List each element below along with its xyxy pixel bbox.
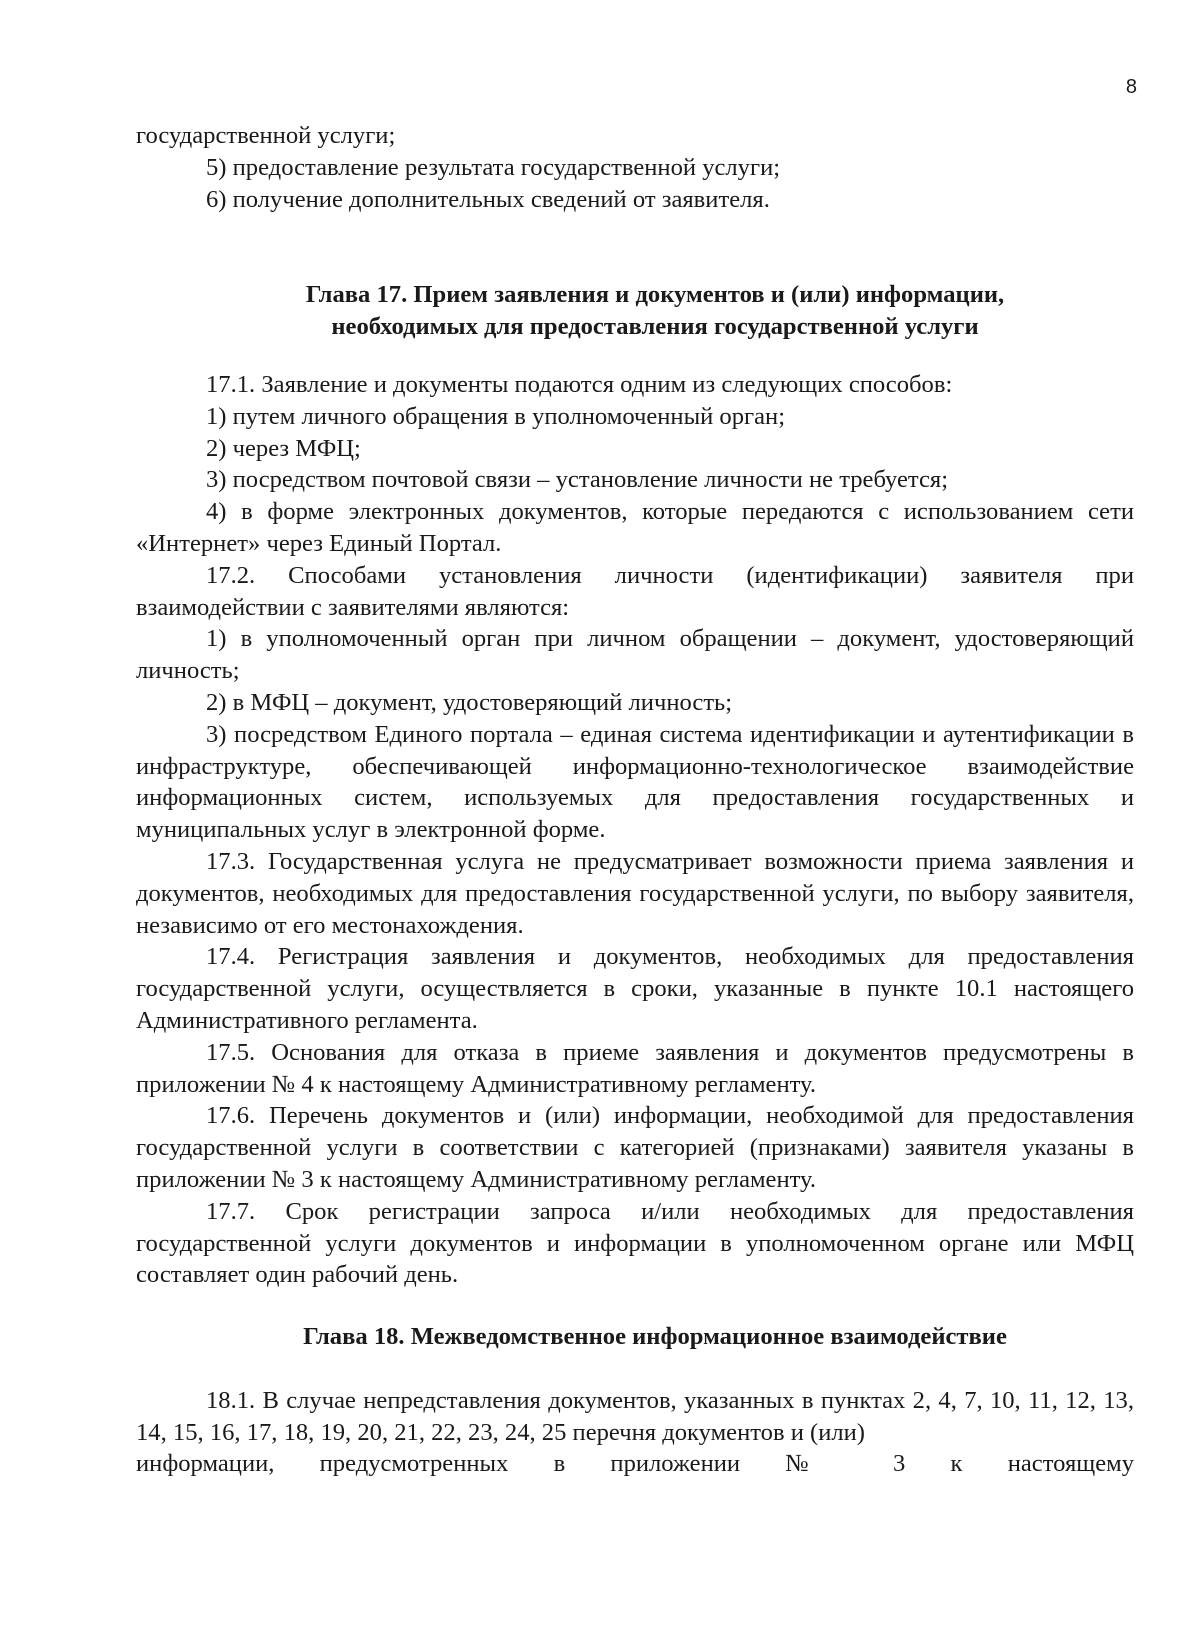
- paragraph-17-1-item-1: 1) путем личного обращения в уполномоченный орган;: [206, 402, 786, 430]
- paragraph-18-1: 18.1. В случае непредставления документов, указанных в пунктах 2, 4, 7, 10, 11, 12, 13, 14, 15, 16, 17, 18, 19, 20, 21, 22, 23, 24, 25 перечня документов и (или): [136, 1386, 1134, 1446]
- list-item-6: 6) получение дополнительных сведений от заявителя.: [206, 185, 770, 213]
- page-number: 8: [1125, 76, 1137, 98]
- document-body: [136, 120, 1134, 1480]
- paragraph-17-2-item-2: 2) в МФЦ – документ, удостоверяющий личность;: [206, 688, 733, 716]
- paragraph-17-1: 17.1. Заявление и документы подаются одним из следующих способов:: [206, 370, 953, 398]
- paragraph-17-2: 17.2. Способами установления личности (идентификации) заявителя при взаимодействии с заявителями являются:: [136, 561, 1134, 621]
- chapter-18-heading: Глава 18. Межведомственное информационное взаимодействие: [303, 1323, 1007, 1351]
- list-item-5: 5) предоставление результата государственной услуги;: [206, 153, 781, 181]
- paragraph-17-1-item-3: 3) посредством почтовой связи – установление личности не требуется;: [206, 466, 949, 494]
- paragraph-17-4: 17.4. Регистрация заявления и документов, необходимых для предоставления государственной услуги, осуществляется в сроки, указанные в пункте 10.1 настоящего Административного регламента.: [136, 943, 1134, 1034]
- chapter-17-heading: [136, 279, 1134, 343]
- paragraph-17-6: 17.6. Перечень документов и (или) информации, необходимой для предоставления государственной услуги в соответствии с категорией (признаками) заявителя указаны в приложении № 3 к настоящему Административному регламенту.: [136, 1102, 1134, 1193]
- paragraph-17-7: 17.7. Срок регистрации запроса и/или необходимых для предоставления государственной услуги документов и информации в уполномоченном органе или МФЦ составляет один рабочий день.: [136, 1197, 1134, 1289]
- paragraph-17-5: 17.5. Основания для отказа в приеме заявления и документов предусмотрены в приложении № 4 к настоящему Административному регламенту.: [136, 1038, 1134, 1098]
- chapter-17-heading-line1: Глава 17. Прием заявления и документов и (или) информации,: [305, 281, 1005, 309]
- chapter-17-heading-line2: необходимых для предоставления государственной услуги: [331, 313, 979, 341]
- paragraph-17-1-item-4: 4) в форме электронных документов, которые передаются с использованием сети «Интернет» через Единый Портал.: [136, 498, 1134, 557]
- paragraph-17-3: 17.3. Государственная услуга не предусматривает возможности приема заявления и документов, необходимых для предоставления государственной услуги, по выбору заявителя, независимо от его местонахождения.: [136, 847, 1134, 939]
- continuation-line: государственной услуги;: [136, 122, 396, 149]
- paragraph-17-2-item-1: 1) в уполномоченный орган при личном обращении – документ, удостоверяющий личность;: [136, 625, 1134, 685]
- paragraph-17-2-item-3: 3) посредством Единого портала – единая система идентификации и аутентификации в инфраструктуре, обеспечивающей информационно-технологическое взаимодействие информационных систем, используемых для предоставления государственных и муниципальных услуг в электронной форме.: [136, 720, 1134, 844]
- paragraph-17-1-item-2: 2) через МФЦ;: [206, 434, 361, 462]
- paragraph-18-1-last-line: информации, предусмотренных в приложении № 3 к настоящему: [136, 1450, 1134, 1478]
